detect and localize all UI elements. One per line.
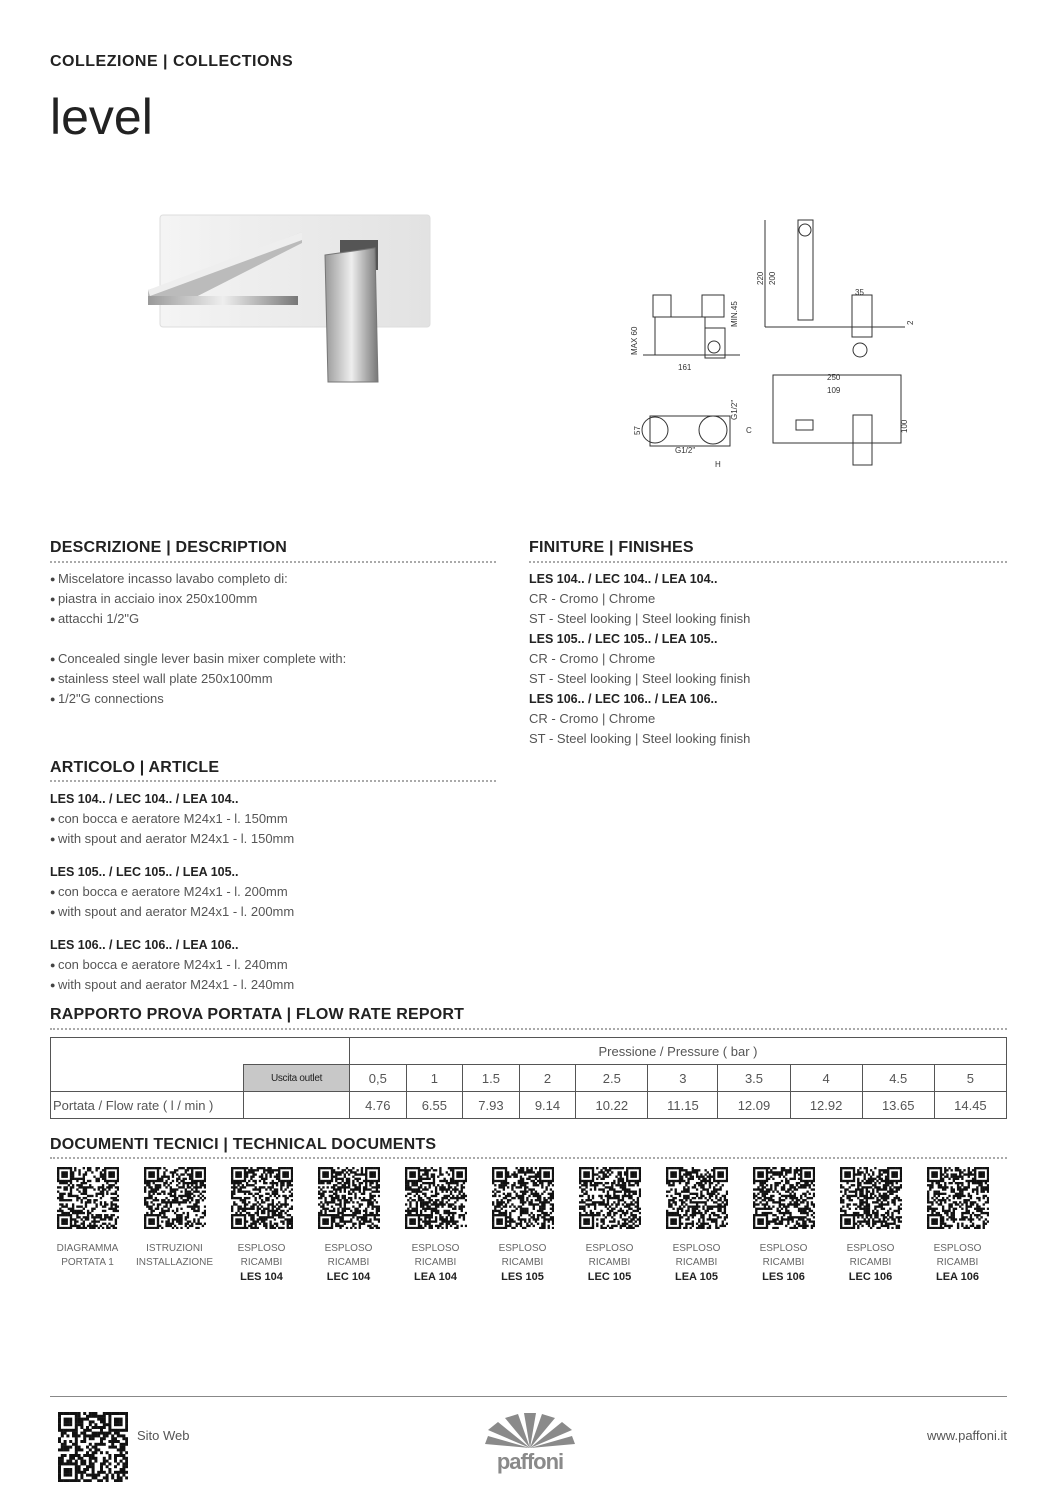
finishes-heading: FINITURE | FINISHES <box>529 539 694 556</box>
qr-code[interactable] <box>753 1167 815 1229</box>
doc-label-2: RICAMBI <box>414 1257 457 1268</box>
doc-label-1: ESPLOSO <box>237 1243 286 1254</box>
doc-label-1: DIAGRAMMA <box>56 1243 119 1254</box>
doc-label-1: ESPLOSO <box>933 1243 982 1254</box>
finish-code: LES 106.. / LEC 106.. / LEA 106.. <box>529 692 718 706</box>
doc-label-1: ESPLOSO <box>585 1243 634 1254</box>
product-image <box>140 210 440 390</box>
pressure-value: 3.5 <box>718 1065 790 1092</box>
article-code: LES 105.. / LEC 105.. / LEA 105.. <box>50 865 239 879</box>
tech-doc-item[interactable] <box>740 1167 827 1284</box>
pressure-value: 2.5 <box>576 1065 648 1092</box>
qr-code[interactable] <box>666 1167 728 1229</box>
finish-item: ST - Steel looking | Steel looking finish <box>529 731 751 746</box>
tech-doc-item[interactable] <box>131 1167 218 1284</box>
doc-label-1: ESPLOSO <box>759 1243 808 1254</box>
flow-rate-value: 14.45 <box>934 1092 1006 1119</box>
article-list <box>50 789 294 995</box>
divider <box>50 1028 1007 1030</box>
doc-label-1: ESPLOSO <box>324 1243 373 1254</box>
site-label: Sito Web <box>137 1428 190 1443</box>
article-item: ● with spout and aerator M24x1 - l. 240mm <box>50 975 294 995</box>
divider <box>50 1157 1007 1159</box>
pressure-value: 0,5 <box>350 1065 407 1092</box>
pressure-value: 3 <box>648 1065 718 1092</box>
outlet-label: Uscita outlet <box>244 1065 350 1092</box>
row-label: Portata / Flow rate ( l / min ) <box>51 1092 244 1119</box>
flow-rate-value: 12.09 <box>718 1092 790 1119</box>
doc-code: LES 105 <box>501 1271 544 1283</box>
doc-code: LES 104 <box>240 1271 283 1283</box>
divider <box>50 561 496 563</box>
description-item: ● stainless steel wall plate 250x100mm <box>50 669 346 689</box>
finish-code: LES 105.. / LEC 105.. / LEA 105.. <box>529 632 718 646</box>
finish-code: LES 104.. / LEC 104.. / LEA 104.. <box>529 572 718 586</box>
doc-code: LEC 104 <box>326 1271 371 1283</box>
dim-label: 35 <box>855 288 864 297</box>
description-heading: DESCRIZIONE | DESCRIPTION <box>50 539 288 556</box>
doc-code: LEC 106 <box>848 1271 893 1283</box>
flow-rate-value: 7.93 <box>463 1092 520 1119</box>
pressure-header: Pressione / Pressure ( bar ) <box>350 1038 1007 1065</box>
finish-item: ST - Steel looking | Steel looking finish <box>529 611 751 626</box>
qr-code[interactable] <box>927 1167 989 1229</box>
dim-label: 220 <box>756 271 765 285</box>
dim-label: H <box>715 460 721 469</box>
tech-doc-item[interactable] <box>305 1167 392 1284</box>
tech-doc-item[interactable] <box>914 1167 1001 1284</box>
flow-heading: RAPPORTO PROVA PORTATA | FLOW RATE REPORT <box>50 1006 465 1023</box>
dim-label: G1/2" <box>730 399 739 420</box>
article-item: ● with spout and aerator M24x1 - l. 200mm <box>50 902 294 922</box>
technical-drawing <box>615 215 915 475</box>
dim-label: 200 <box>768 271 777 285</box>
dim-label: 250 <box>827 373 841 382</box>
finishes-list <box>529 569 750 749</box>
qr-code[interactable] <box>231 1167 293 1229</box>
doc-label-2: RICAMBI <box>675 1257 718 1268</box>
article-item: ● with spout and aerator M24x1 - l. 150mm <box>50 829 294 849</box>
dim-label: 109 <box>827 386 841 395</box>
tech-doc-item[interactable] <box>653 1167 740 1284</box>
finish-item: CR - Cromo | Chrome <box>529 711 656 726</box>
divider <box>529 561 1007 563</box>
doc-label-1: ESPLOSO <box>498 1243 547 1254</box>
dim-label: 57 <box>633 426 642 435</box>
dim-label: MAX 60 <box>630 326 639 355</box>
dim-label: 100 <box>900 419 909 433</box>
qr-code[interactable] <box>405 1167 467 1229</box>
article-code: LES 104.. / LEC 104.. / LEA 104.. <box>50 792 239 806</box>
tech-doc-item[interactable] <box>44 1167 131 1284</box>
doc-label-2: RICAMBI <box>240 1257 283 1268</box>
footer-divider <box>50 1396 1007 1397</box>
flow-rate-table <box>50 1037 1007 1119</box>
doc-label-1: ESPLOSO <box>672 1243 721 1254</box>
article-code: LES 106.. / LEC 106.. / LEA 106.. <box>50 938 239 952</box>
tech-doc-item[interactable] <box>392 1167 479 1284</box>
dim-label: 2 <box>906 320 915 325</box>
flow-rate-value: 13.65 <box>862 1092 934 1119</box>
doc-code: LES 106 <box>762 1271 805 1283</box>
flow-rate-value: 4.76 <box>350 1092 407 1119</box>
article-item: ● con bocca e aeratore M24x1 - l. 240mm <box>50 955 294 975</box>
tech-doc-item[interactable] <box>218 1167 305 1284</box>
finish-item: ST - Steel looking | Steel looking finish <box>529 671 751 686</box>
doc-label-2: INSTALLAZIONE <box>135 1257 214 1268</box>
pressure-value: 4 <box>790 1065 862 1092</box>
doc-label-1: ISTRUZIONI <box>146 1243 203 1254</box>
finish-item: CR - Cromo | Chrome <box>529 651 656 666</box>
dim-label: MIN.45 <box>730 301 739 327</box>
description-item: ● piastra in acciaio inox 250x100mm <box>50 589 346 609</box>
finish-item: CR - Cromo | Chrome <box>529 591 656 606</box>
doc-label-2: RICAMBI <box>849 1257 892 1268</box>
doc-code: LEA 105 <box>674 1271 718 1283</box>
doc-label-2: RICAMBI <box>501 1257 544 1268</box>
article-item: ● con bocca e aeratore M24x1 - l. 150mm <box>50 809 294 829</box>
qr-code[interactable] <box>492 1167 554 1229</box>
website-url[interactable]: www.paffoni.it <box>927 1428 1007 1443</box>
doc-label-2: PORTATA 1 <box>61 1257 114 1268</box>
doc-code: LEC 105 <box>587 1271 632 1283</box>
website-qr-code[interactable] <box>58 1412 128 1482</box>
description-list <box>50 569 346 709</box>
flow-rate-value: 9.14 <box>519 1092 576 1119</box>
divider <box>50 780 496 782</box>
qr-code[interactable] <box>840 1167 902 1229</box>
doc-label-1: ESPLOSO <box>411 1243 460 1254</box>
logo-fan-icon <box>480 1408 580 1450</box>
pressure-value: 1 <box>406 1065 463 1092</box>
qr-code[interactable] <box>144 1167 206 1229</box>
flow-rate-value: 6.55 <box>406 1092 463 1119</box>
pressure-value: 2 <box>519 1065 576 1092</box>
dim-label: 161 <box>678 363 692 372</box>
collection-kicker: COLLEZIONE | COLLECTIONS <box>50 53 294 70</box>
doc-code: LEA 106 <box>935 1271 979 1283</box>
qr-code[interactable] <box>579 1167 641 1229</box>
doc-label-2: RICAMBI <box>327 1257 370 1268</box>
tech-doc-item[interactable] <box>566 1167 653 1284</box>
article-heading: ARTICOLO | ARTICLE <box>50 759 220 776</box>
doc-label-2: RICAMBI <box>588 1257 631 1268</box>
doc-label-2: RICAMBI <box>936 1257 979 1268</box>
doc-label-2: RICAMBI <box>762 1257 805 1268</box>
tech-doc-item[interactable] <box>827 1167 914 1284</box>
paffoni-logo: paffoni <box>480 1408 580 1475</box>
flow-rate-value: 11.15 <box>648 1092 718 1119</box>
qr-code[interactable] <box>57 1167 119 1229</box>
docs-heading: DOCUMENTI TECNICI | TECHNICAL DOCUMENTS <box>50 1136 437 1153</box>
article-item: ● con bocca e aeratore M24x1 - l. 200mm <box>50 882 294 902</box>
doc-label-1: ESPLOSO <box>846 1243 895 1254</box>
pressure-value: 1.5 <box>463 1065 520 1092</box>
tech-doc-item[interactable] <box>479 1167 566 1284</box>
flow-rate-value: 12.92 <box>790 1092 862 1119</box>
pressure-value: 5 <box>934 1065 1006 1092</box>
flow-rate-value: 10.22 <box>576 1092 648 1119</box>
doc-code: LEA 104 <box>413 1271 457 1283</box>
dim-label: G1/2" <box>675 446 696 455</box>
page-title: level <box>50 89 153 145</box>
description-item: ● Concealed single lever basin mixer complete with: <box>50 649 346 669</box>
description-item: ● Miscelatore incasso lavabo completo di: <box>50 569 346 589</box>
qr-code[interactable] <box>318 1167 380 1229</box>
description-item: ● attacchi 1/2"G <box>50 609 346 629</box>
pressure-value: 4.5 <box>862 1065 934 1092</box>
description-item: ● 1/2"G connections <box>50 689 346 709</box>
dim-label: C <box>746 426 752 435</box>
